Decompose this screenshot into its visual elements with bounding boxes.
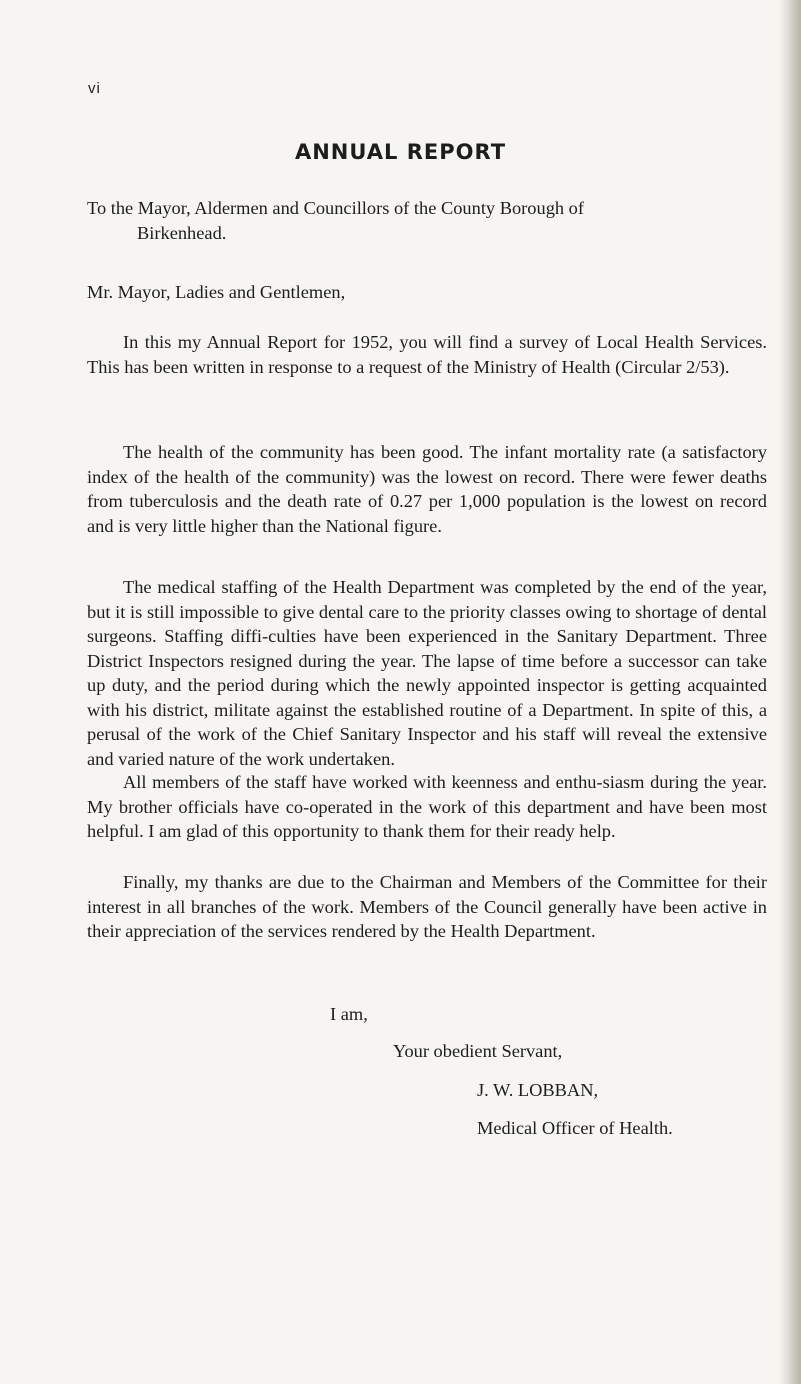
closing-servant: Your obedient Servant, (393, 1041, 563, 1061)
signature-name: J. W. LOBBAN, (477, 1080, 599, 1100)
paragraph-4: All members of the staff have worked with keenness and enthu-siasm during the year. My brother officials have co-operated in the work of this department and have been most helpful. I am glad of this opportunity to thank them for their ready help. (87, 772, 767, 841)
paragraph-2: The health of the community has been good. The infant mortality rate (a satisfactory index of the health of the community) was the lowest on record. There were fewer deaths from tuberculosis and the death rate of 0.27 per 1,000 population is the lowest on record and is very little higher than the National figure. (87, 442, 767, 536)
signature-position: Medical Officer of Health. (477, 1118, 673, 1138)
salutation: Mr. Mayor, Ladies and Gentlemen, (87, 282, 346, 302)
page-number: vi (88, 80, 101, 97)
addressee-line-1: To the Mayor, Aldermen and Councillors of the County Borough of (87, 198, 585, 218)
paragraph-1: In this my Annual Report for 1952, you will find a survey of Local Health Services. This has been written in response to a request of the Ministry of Health (Circular 2/53). (87, 332, 767, 377)
addressee (87, 196, 767, 245)
addressee-line-2: Birkenhead. (137, 222, 227, 243)
page-edge-shadow (779, 0, 801, 1384)
closing-i-am: I am, (330, 1004, 368, 1024)
paragraph-3: The medical staffing of the Health Department was completed by the end of the year, but it is still impossible to give dental care to the priority classes owing to shortage of dental surgeons. Staffing diffi-culties have been experienced in the Sanitary Department. Three District Inspectors resigned during the year. The lapse of time before a successor can take up duty, and the period during which the newly appointed inspector is getting acquainted with his district, militate against the established routine of a Department. In spite of this, a perusal of the work of the Chief Sanitary Inspector and his staff will reveal the extensive and varied nature of the work undertaken. (87, 577, 767, 769)
paragraph-5: Finally, my thanks are due to the Chairman and Members of the Committee for their interest in all branches of the work. Members of the Council generally have been active in their appreciation of the services rendered by the Health Department. (87, 872, 767, 941)
report-title: ANNUAL REPORT (294, 140, 507, 164)
